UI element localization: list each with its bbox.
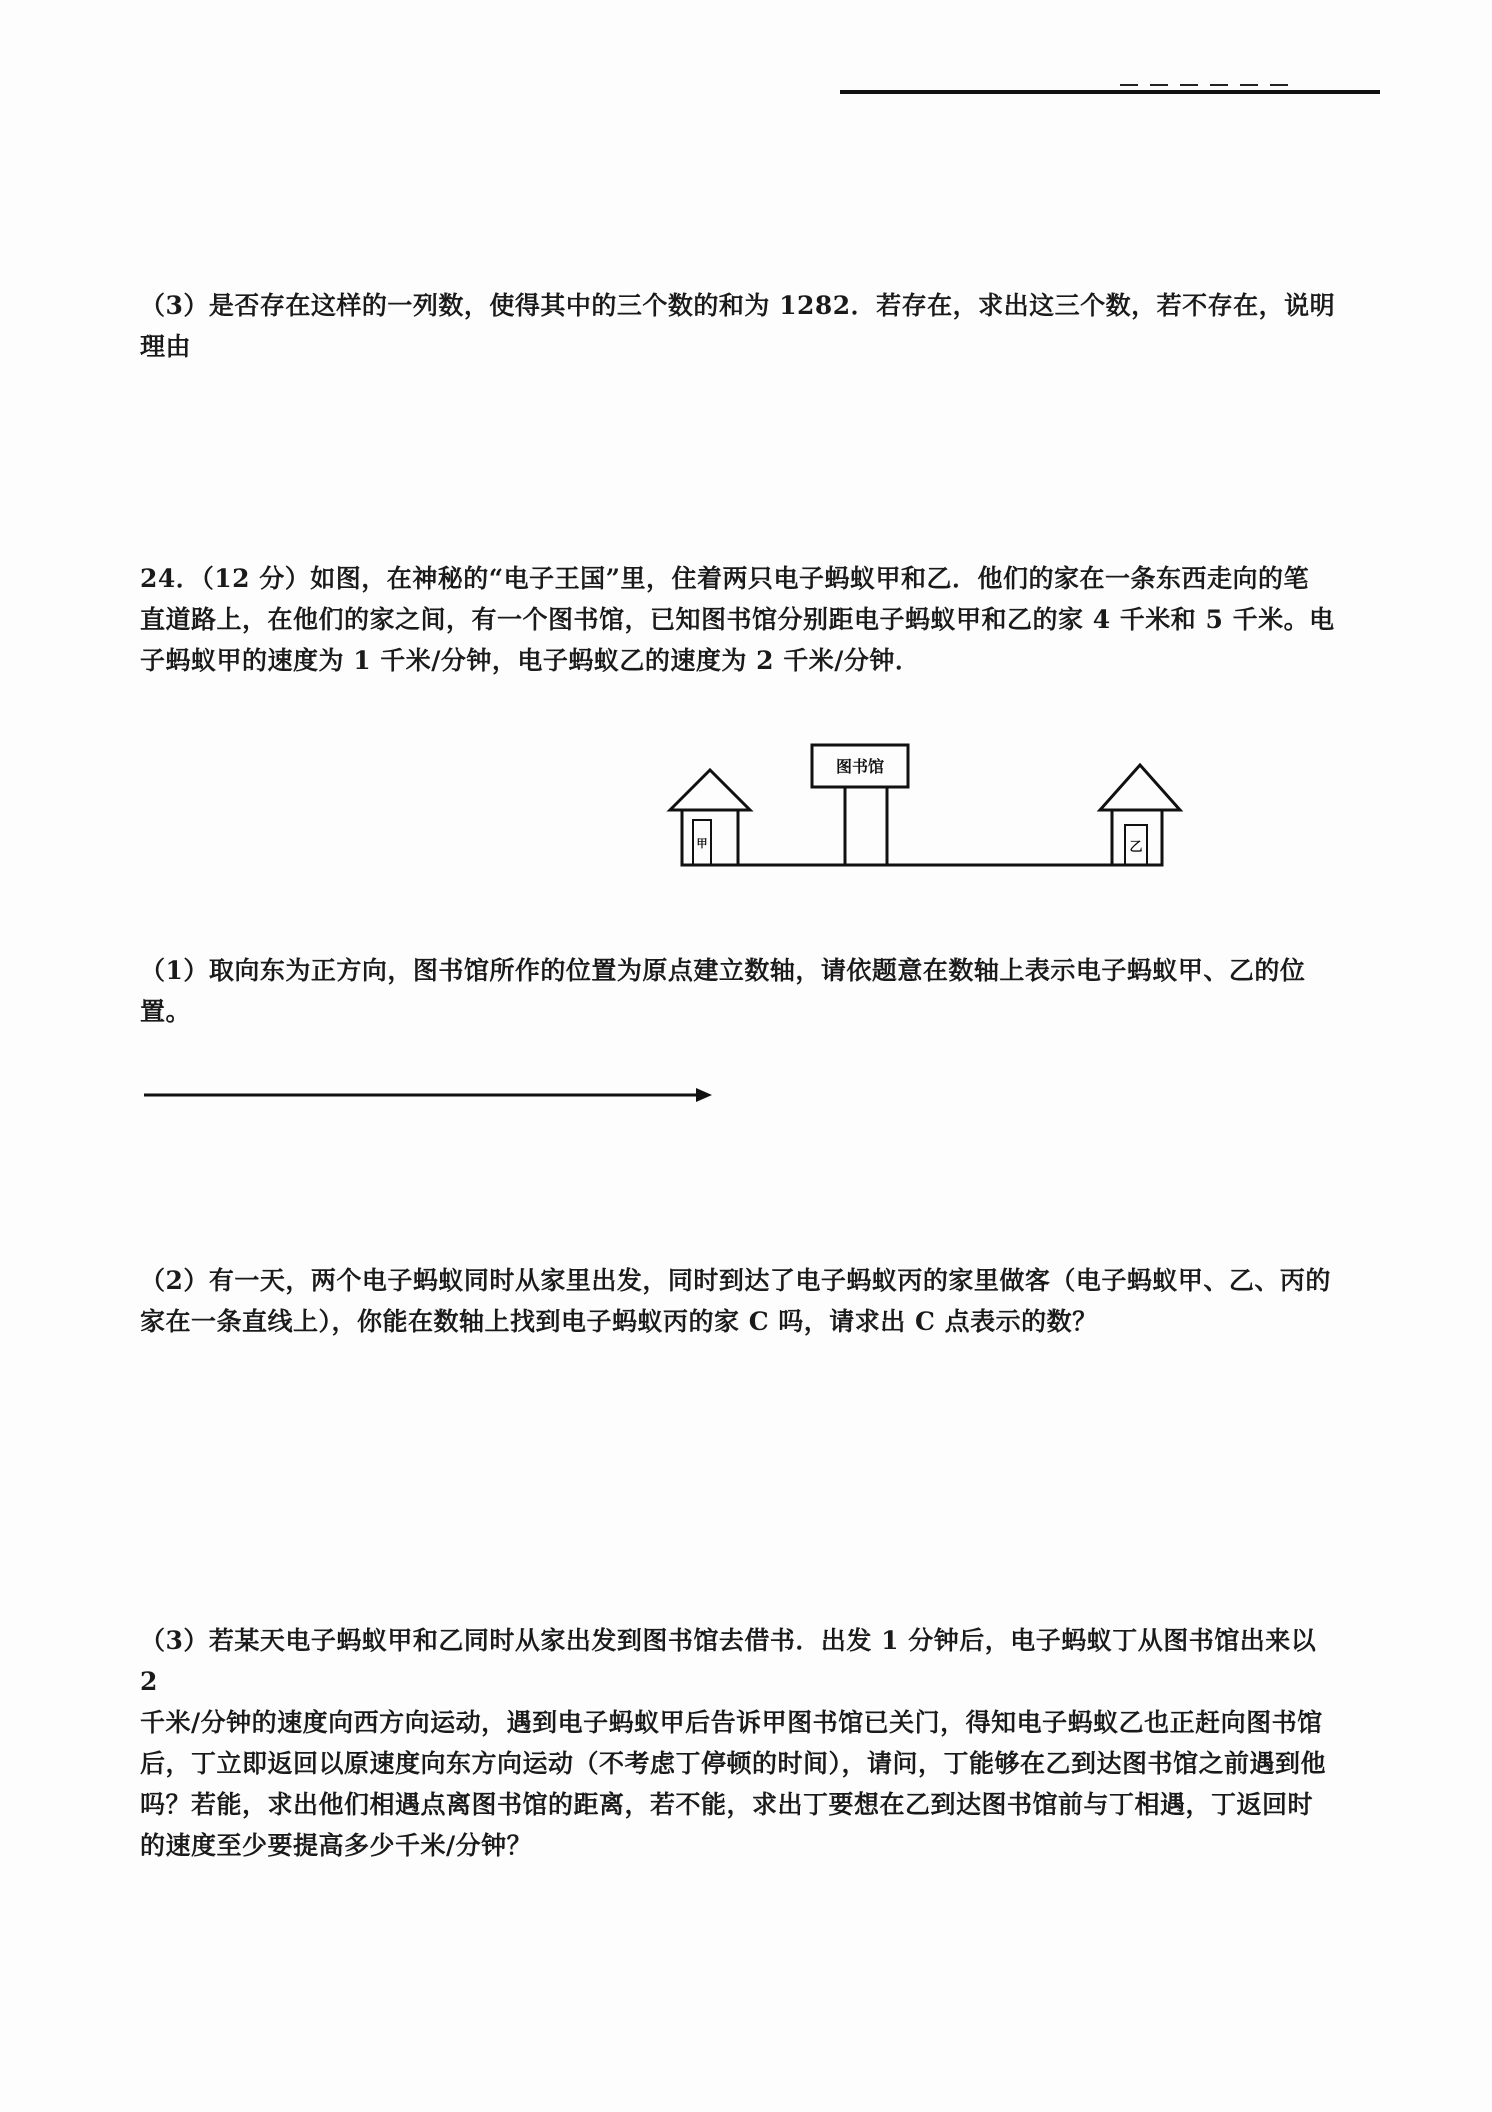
question-text-line: 千米/分钟的速度向西方向运动，遇到电子蚂蚁甲后告诉甲图书馆已关门，得知电子蚂蚁乙也正赶向图书馆	[140, 1708, 1323, 1737]
question-24-part-3	[140, 1620, 1340, 1866]
library-icon	[812, 745, 908, 865]
question-text-line: 子蚂蚁甲的速度为 1 千米/分钟，电子蚂蚁乙的速度为 2 千米/分钟．	[140, 646, 921, 675]
question-text-line: （1）取向东为正方向，图书馆所作的位置为原点建立数轴，请依题意在数轴上表示电子蚂蚁甲、乙的位置。	[140, 956, 1306, 1026]
house-b-label: 乙	[1129, 840, 1143, 855]
library-label: 图书馆	[835, 757, 885, 776]
question-text-line: 理由	[140, 332, 192, 361]
house-b-icon	[1100, 765, 1180, 865]
road-diagram	[660, 725, 1200, 875]
question-24-stem	[140, 558, 1340, 681]
number-axis	[140, 1080, 740, 1110]
question-text-line: 的速度至少要提高多少千米/分钟？	[140, 1831, 533, 1860]
house-a-icon	[670, 770, 750, 865]
question-text-line: 家在一条直线上），你能在数轴上找到电子蚂蚁丙的家 C 吗，请求出 C 点表示的数？	[140, 1307, 1098, 1336]
header-rule	[840, 90, 1380, 94]
question-text-line: （3）是否存在这样的一列数，使得其中的三个数的和为 1282．若存在，求出这三个数，若不存在，说明	[140, 291, 1336, 320]
question-24-part-1	[140, 950, 1340, 1032]
question-text-line: 后，丁立即返回以原速度向东方向运动（不考虑丁停顿的时间），请问，丁能够在乙到达图书馆之前遇到他	[140, 1749, 1327, 1778]
header-rule-dashed	[1120, 84, 1300, 86]
house-a-label: 甲	[696, 837, 708, 850]
question-text-line: （2）有一天，两个电子蚂蚁同时从家里出发，同时到达了电子蚂蚁丙的家里做客（电子蚂蚁甲、乙、丙的	[140, 1266, 1331, 1295]
axis-arrow-icon	[696, 1088, 712, 1102]
question-text-line: 24．（12 分）如图，在神秘的“电子王国”里，住着两只电子蚂蚁甲和乙．他们的家在一条东西走向的笔	[140, 564, 1310, 593]
question-23-part-3	[140, 285, 1340, 367]
question-text-line: 吗？若能，求出他们相遇点离图书馆的距离，若不能，求出丁要想在乙到达图书馆前与丁相遇，丁返回时	[140, 1790, 1314, 1819]
question-text-line: 直道路上，在他们的家之间，有一个图书馆，已知图书馆分别距电子蚂蚁甲和乙的家 4 千米和 5 千米。电	[140, 605, 1335, 634]
question-24-part-2	[140, 1260, 1340, 1342]
question-text-line: （3）若某天电子蚂蚁甲和乙同时从家出发到图书馆去借书．出发 1 分钟后，电子蚂蚁丁从图书馆出来以 2	[140, 1626, 1317, 1696]
